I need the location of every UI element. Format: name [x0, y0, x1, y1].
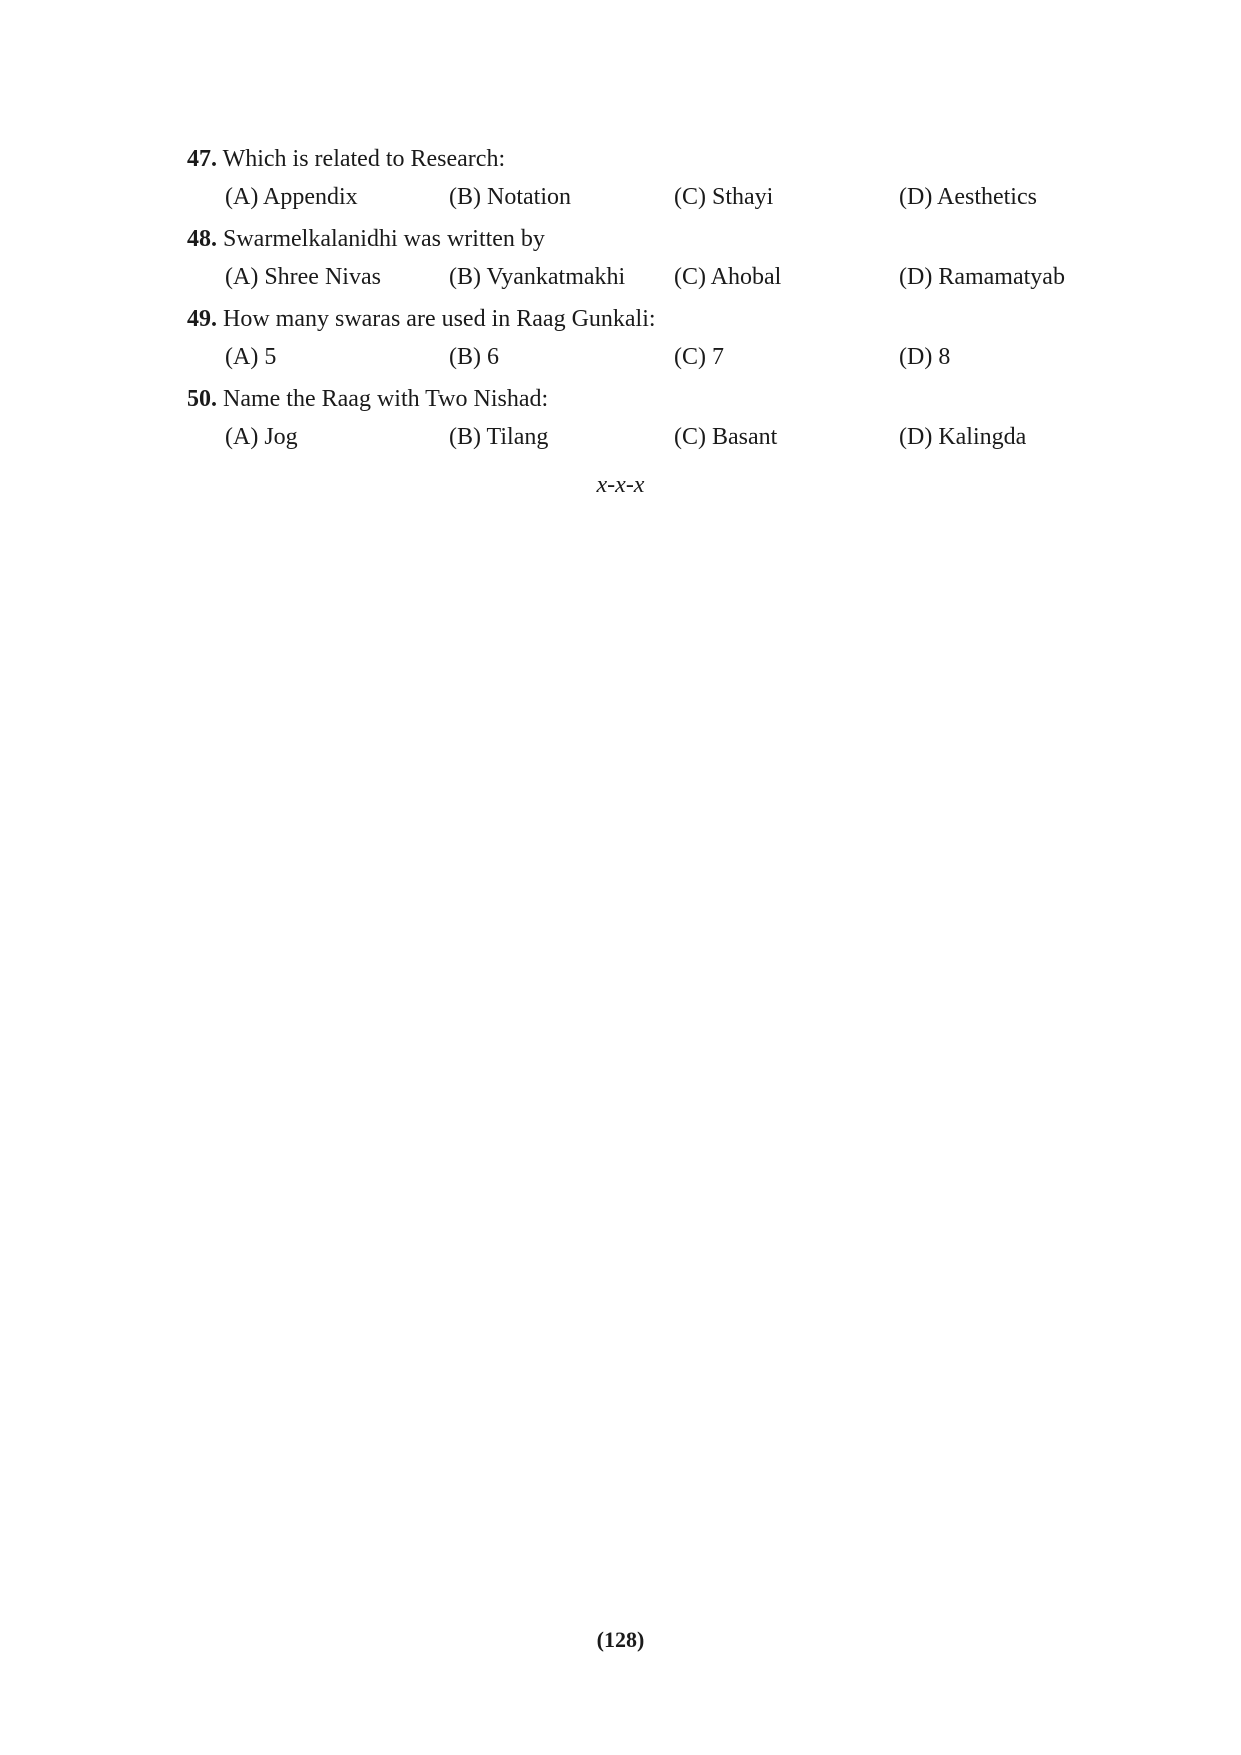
question-49 [187, 305, 1127, 385]
question-text [187, 145, 1127, 181]
question-number: 47. [187, 146, 217, 172]
option-b: (B) Notation [449, 184, 571, 210]
question-stem: Name the Raag with Two Nishad: [217, 386, 549, 412]
question-number: 49. [187, 306, 217, 332]
option-c: (C) 7 [674, 344, 724, 370]
option-d: (D) Ramamatyab [899, 264, 1065, 290]
question-number: 48. [187, 226, 217, 252]
option-row [187, 181, 1127, 225]
option-d: (D) Kalingda [899, 424, 1027, 450]
question-stem: Swarmelkalanidhi was written by [217, 226, 545, 252]
option-a: (A) Shree Nivas [225, 264, 381, 290]
end-of-section-mark: x-x-x [596, 472, 645, 498]
question-text [187, 225, 1127, 261]
option-a: (A) Jog [225, 424, 298, 450]
option-row [187, 421, 1127, 465]
question-text [187, 385, 1127, 421]
option-c: (C) Sthayi [674, 184, 774, 210]
option-a: (A) 5 [225, 344, 277, 370]
question-list [187, 145, 1127, 465]
option-b: (B) 6 [449, 344, 499, 370]
question-text [187, 305, 1127, 341]
page-number: (128) [596, 1627, 645, 1652]
question-47 [187, 145, 1127, 225]
option-c: (C) Ahobal [674, 264, 782, 290]
option-c: (C) Basant [674, 424, 778, 450]
option-a: (A) Appendix [225, 184, 358, 210]
option-row [187, 341, 1127, 385]
option-b: (B) Tilang [449, 424, 549, 450]
question-stem: How many swaras are used in Raag Gunkali: [217, 306, 656, 332]
question-stem: Which is related to Research: [217, 146, 506, 172]
question-48 [187, 225, 1127, 305]
option-d: (D) Aesthetics [899, 184, 1037, 210]
question-50 [187, 385, 1127, 465]
question-number: 50. [187, 386, 217, 412]
option-d: (D) 8 [899, 344, 951, 370]
option-row [187, 261, 1127, 305]
option-b: (B) Vyankatmakhi [449, 264, 626, 290]
